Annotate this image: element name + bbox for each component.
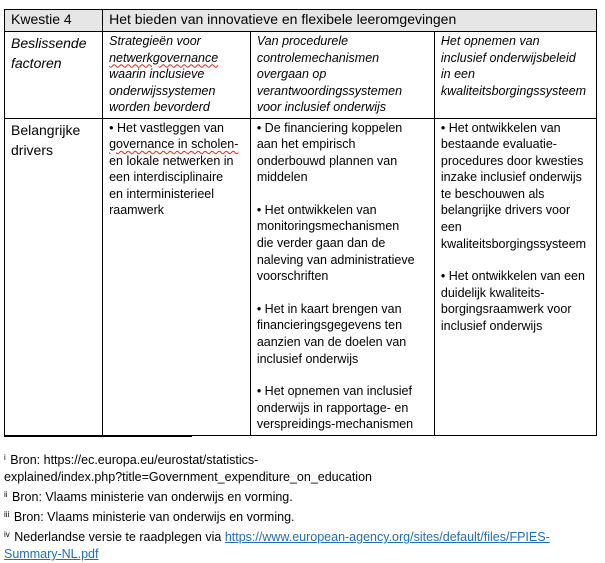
strategy-cell: Het opnemen van inclusief onderwijsbeleid in een kwaliteitsborgingssysteem (434, 32, 596, 119)
driver-bullet: • Het ontwikkelen van monitoringsmechanismen die verder gaan dan de naleving van administratieve voorschriften (256, 202, 415, 284)
driver-bullet: • Het ontwikkelen van bestaande evaluatie- procedures door kwesties inzake inclusief onderwijs te beschouwen als belangrijke drivers voor een kwaliteitsborgingssysteem (440, 120, 587, 251)
driver-bullet: • Het vastleggen van governance in scholen- en lokale netwerken in een interdisciplinaire en interministerieel raamwerk (109, 120, 239, 218)
strategy-cell: Van procedurele controlemechanismen overgaan op verantwoordingssystemen voor inclusief onderwijs (250, 32, 434, 119)
driver-bullet: • De financiering koppelen aan het empirisch onderbouwd plannen van middelen (256, 120, 403, 185)
driver-bullet: • Het opnemen van inclusief onderwijs in rapportage- en verspreidings-mechanismen (256, 384, 414, 432)
footnote-link[interactable]: https://www.european-agency.org/sites/default/files/FPIES- Summary-NL.pdf (4, 530, 550, 561)
driver-cell (103, 118, 251, 436)
footnotes (4, 449, 602, 563)
footnote: $^{iv}$ Nederlandse versie te raadplegen via https://www.european-agency.org/sites/default/files/FPIES- Summary-NL.pdf (4, 530, 550, 561)
driver-cell (434, 118, 596, 436)
table-header-row (5, 10, 597, 32)
driver-cell (250, 118, 434, 436)
factor-row (5, 32, 597, 119)
driver-row (5, 118, 597, 436)
row-label-factors: Beslissende factoren (5, 32, 103, 119)
kwestie-label: Kwestie 4 (5, 10, 103, 32)
driver-bullet: • Het in kaart brengen van financieringsgegevens ten aanzien van de doelen van inclusief onderwijs (256, 301, 407, 366)
footnote-separator (4, 436, 192, 437)
driver-bullet: • Het ontwikkelen van een duidelijk kwaliteits- borgingsraamwerk voor inclusief onderwijs (440, 269, 585, 334)
row-label-drivers: Belangrijke drivers (5, 118, 103, 436)
issue-table (4, 9, 597, 436)
footnote: $^i$ Bron: https://ec.europa.eu/eurostat/statistics- explained/index.php?title=Government_expenditure_on_education (4, 453, 372, 484)
footnote: $^{iii}$ Bron: Vlaams ministerie van onderwijs en vorming. (4, 510, 295, 524)
footnote: $^{ii}$ Bron: Vlaams ministerie van onderwijs en vorming. (4, 490, 293, 504)
strategy-cell: Strategieën voor netwerkgovernance waarin inclusieve onderwijssystemen worden bevorderd (103, 32, 251, 119)
kwestie-title: Het bieden van innovatieve en flexibele leeromgevingen (103, 10, 597, 32)
